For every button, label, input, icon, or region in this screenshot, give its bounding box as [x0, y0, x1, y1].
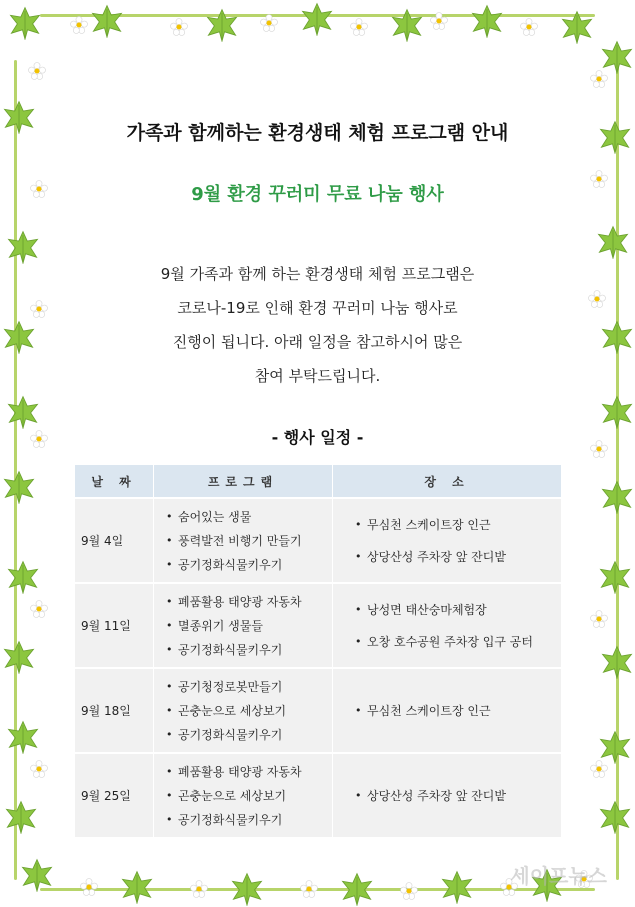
- table-row: [75, 753, 562, 837]
- leaf-decoration-icon: [2, 470, 36, 504]
- program-item: • 공기정화식물키우기: [178, 553, 332, 577]
- flower-decoration-icon: [430, 12, 448, 30]
- intro-line: 진행이 됩니다. 아래 일정을 참고하시어 많은: [172, 333, 463, 351]
- place-item: • 무심천 스케이트장 인근: [367, 509, 561, 541]
- leaf-decoration-icon: [560, 10, 594, 44]
- page-subtitle: 9월 환경 꾸러미 무료 나눔 행사: [191, 184, 444, 205]
- flower-decoration-icon: [80, 878, 98, 896]
- leaf-decoration-icon: [8, 6, 42, 40]
- flower-decoration-icon: [170, 18, 188, 36]
- leaf-decoration-icon: [600, 645, 634, 679]
- leaf-decoration-icon: [6, 560, 40, 594]
- program-item: • 폐품활용 태양광 자동차: [178, 760, 332, 784]
- row-programs: [154, 498, 333, 583]
- row-places: [333, 753, 562, 837]
- schedule-table: [75, 465, 562, 837]
- program-item: • 멸종위기 생물들: [178, 614, 332, 638]
- leaf-decoration-icon: [6, 395, 40, 429]
- flower-decoration-icon: [590, 760, 608, 778]
- program-item: • 공기정화식물키우기: [178, 723, 332, 747]
- intro-text: [0, 257, 635, 393]
- program-item: • 곤충눈으로 세상보기: [178, 784, 332, 808]
- leaf-decoration-icon: [390, 8, 424, 42]
- intro-line: 참여 부탁드립니다.: [254, 367, 381, 385]
- place-item: • 상당산성 주차장 앞 잔디밭: [367, 541, 561, 573]
- row-date: 9월 11일: [75, 583, 154, 668]
- leaf-decoration-icon: [230, 872, 264, 906]
- leaf-decoration-icon: [598, 560, 632, 594]
- flower-decoration-icon: [350, 18, 368, 36]
- program-item: • 공기청정로봇만들기: [178, 675, 332, 699]
- row-places: [333, 583, 562, 668]
- leaf-decoration-icon: [440, 870, 474, 904]
- leaf-decoration-icon: [300, 2, 334, 36]
- leaf-decoration-icon: [120, 870, 154, 904]
- header-date: 날 짜: [75, 465, 154, 498]
- header-place: 장 소: [333, 465, 562, 498]
- table-header-row: [75, 465, 562, 498]
- leaf-decoration-icon: [2, 640, 36, 674]
- row-date: 9월 18일: [75, 668, 154, 753]
- row-places: [333, 498, 562, 583]
- watermark-logo: 세이프뉴스: [510, 864, 607, 888]
- program-item: • 폐품활용 태양광 자동차: [178, 590, 332, 614]
- intro-line: 9월 가족과 함께 하는 환경생태 체험 프로그램은: [160, 265, 475, 283]
- intro-line: 코로나-19로 인해 환경 꾸러미 나눔 행사로: [177, 299, 458, 317]
- header-program: 프로그램: [154, 465, 333, 498]
- leaf-decoration-icon: [340, 872, 374, 906]
- program-item: • 풍력발전 비행기 만들기: [178, 529, 332, 553]
- flower-decoration-icon: [190, 880, 208, 898]
- leaf-decoration-icon: [598, 800, 632, 834]
- flower-decoration-icon: [300, 880, 318, 898]
- leaf-decoration-icon: [600, 395, 634, 429]
- row-places: [333, 668, 562, 753]
- row-date: 9월 25일: [75, 753, 154, 837]
- flower-decoration-icon: [590, 70, 608, 88]
- leaf-decoration-icon: [4, 800, 38, 834]
- leaf-decoration-icon: [205, 8, 239, 42]
- row-date: 9월 4일: [75, 498, 154, 583]
- program-item: • 곤충눈으로 세상보기: [178, 699, 332, 723]
- flower-decoration-icon: [520, 18, 538, 36]
- page-title: 가족과 함께하는 환경생태 체험 프로그램 안내: [126, 122, 509, 144]
- table-row: [75, 583, 562, 668]
- leaf-decoration-icon: [470, 4, 504, 38]
- leaf-decoration-icon: [20, 858, 54, 892]
- program-item: • 숨어있는 생물: [178, 505, 332, 529]
- flower-decoration-icon: [400, 882, 418, 900]
- program-item: • 공기정화식물키우기: [178, 638, 332, 662]
- flower-decoration-icon: [70, 16, 88, 34]
- place-item: • 상당산성 주차장 앞 잔디밭: [367, 780, 561, 812]
- place-item: • 오창 호수공원 주차장 입구 공터: [367, 626, 561, 658]
- leaf-decoration-icon: [600, 480, 634, 514]
- leaf-decoration-icon: [90, 4, 124, 38]
- row-programs: [154, 668, 333, 753]
- leaf-decoration-icon: [6, 720, 40, 754]
- row-programs: [154, 583, 333, 668]
- leaf-decoration-icon: [600, 40, 634, 74]
- schedule-heading: - 행사 일정 -: [271, 428, 364, 447]
- flower-decoration-icon: [590, 610, 608, 628]
- flower-decoration-icon: [30, 760, 48, 778]
- flower-decoration-icon: [260, 14, 278, 32]
- table-row: [75, 498, 562, 583]
- table-row: [75, 668, 562, 753]
- place-item: • 무심천 스케이트장 인근: [367, 695, 561, 727]
- place-item: • 낭성면 태산숭마체험장: [367, 594, 561, 626]
- leaf-decoration-icon: [598, 730, 632, 764]
- flower-decoration-icon: [28, 62, 46, 80]
- leaf-decoration-icon: [596, 225, 630, 259]
- row-programs: [154, 753, 333, 837]
- program-item: • 공기정화식물키우기: [178, 808, 332, 832]
- flower-decoration-icon: [30, 600, 48, 618]
